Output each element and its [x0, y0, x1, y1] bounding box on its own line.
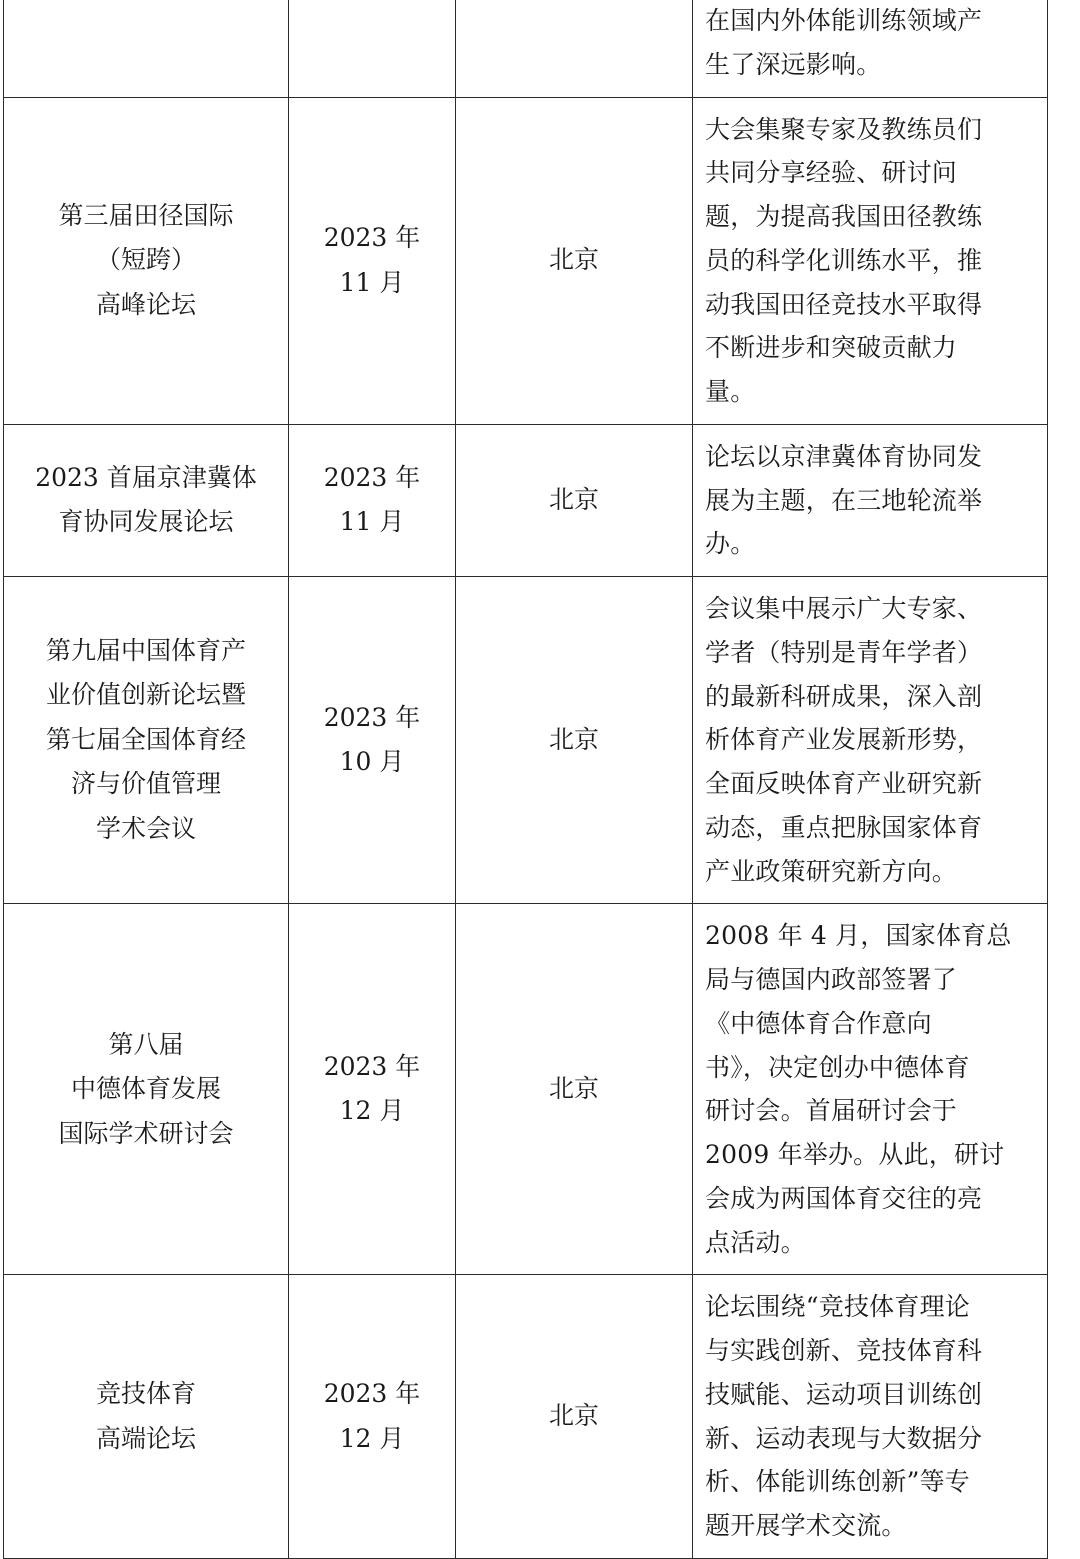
desc-line: 技赋能、运动项目训练创 [705, 1379, 983, 1409]
desc-line: 产业政策研究新方向。 [705, 856, 958, 886]
name-line: 高峰论坛 [95, 289, 196, 319]
desc-line: 大会集聚专家及教练员们 [705, 114, 983, 144]
desc-line: 论坛围绕“竞技体育理论 [705, 1292, 970, 1322]
name-line: 第八届 [108, 1029, 184, 1059]
cell-date [289, 577, 456, 904]
cell-description [693, 577, 1048, 904]
desc-line: 量。 [705, 377, 756, 406]
desc-line: 动我国田径竞技水平取得 [705, 289, 983, 319]
cell-conference-name [4, 97, 289, 424]
name-line: 育协同发展论坛 [58, 507, 234, 537]
cell-conference-name [4, 424, 289, 576]
table-row [4, 424, 1048, 576]
cell-conference-name [4, 1275, 289, 1559]
desc-line: 书》，决定创办中德体育 [705, 1052, 970, 1082]
desc-line: 析、体能训练创新”等专 [705, 1467, 970, 1497]
name-line: （短跨） [95, 245, 196, 275]
date-line: 2023 年 [323, 1379, 421, 1408]
cell-description [693, 424, 1048, 576]
cell-place [456, 0, 693, 97]
desc-line: 展为主题，在三地轮流举 [705, 485, 983, 515]
cell-description [693, 1275, 1048, 1559]
name-line: 第三届田径国际 [58, 200, 234, 230]
desc-line: 会成为两国体育交往的亮 [705, 1183, 983, 1213]
name-line: 国际学术研讨会 [58, 1118, 234, 1148]
date-line: 2023 年 [323, 462, 421, 492]
cell-date [289, 424, 456, 576]
date-line: 2023 年 [323, 702, 421, 732]
desc-line: 2008 年 4 月，国家体育总 [705, 921, 1012, 951]
table-row [4, 0, 1048, 97]
desc-line: 题开展学术交流。 [705, 1511, 907, 1540]
desc-line: 不断进步和突破贡献力 [705, 333, 958, 363]
name-line: 第九届中国体育产 [45, 635, 246, 665]
date-line: 11 月 [339, 267, 405, 297]
name-line: 2023 首届京津冀体 [35, 462, 257, 492]
desc-line: 新、运动表现与大数据分 [705, 1423, 983, 1453]
cell-description [693, 904, 1048, 1275]
name-line: 学术会议 [95, 813, 196, 843]
cell-date [289, 0, 456, 97]
cell-conference-name [4, 0, 289, 97]
desc-line: 局与德国内政部签署了 [705, 965, 958, 994]
place-label: 北京 [548, 1074, 599, 1103]
cell-place [456, 97, 693, 424]
desc-line: 题，为提高我国田径教练 [705, 202, 983, 231]
name-line: 竞技体育 [95, 1379, 196, 1408]
date-line: 12 月 [339, 1423, 405, 1453]
desc-line: 析体育产业发展新形势， [705, 725, 983, 755]
desc-line: 动态，重点把脉国家体育 [705, 812, 983, 842]
cell-description [693, 0, 1048, 97]
date-line: 2023 年 [323, 1051, 421, 1081]
table-row [4, 577, 1048, 904]
desc-line: 共同分享经验、研讨问 [705, 158, 958, 188]
table-row [4, 1275, 1048, 1559]
desc-line: 点活动。 [705, 1227, 806, 1257]
cell-description [693, 97, 1048, 424]
desc-line: 《中德体育合作意向 [705, 1008, 932, 1038]
cell-place [456, 1275, 693, 1559]
name-line: 高端论坛 [95, 1423, 196, 1453]
place-label: 北京 [548, 485, 599, 515]
date-line: 11 月 [339, 507, 405, 537]
cell-date [289, 97, 456, 424]
table-row [4, 904, 1048, 1275]
name-line: 第七届全国体育经 [45, 724, 246, 754]
desc-line: 生了深远影响。 [705, 49, 882, 79]
place-label: 北京 [548, 724, 599, 754]
desc-line: 全面反映体育产业研究新 [705, 769, 983, 798]
table-row [4, 97, 1048, 424]
table-body [4, 0, 1048, 1558]
cell-place [456, 577, 693, 904]
desc-line: 的最新科研成果，深入剖 [705, 681, 983, 711]
desc-line: 2009 年举办。从此，研讨 [705, 1140, 1005, 1169]
cell-place [456, 424, 693, 576]
desc-line: 员的科学化训练水平，推 [705, 245, 983, 275]
date-line: 2023 年 [323, 223, 421, 253]
name-line: 业价值创新论坛暨 [45, 680, 246, 710]
cell-place [456, 904, 693, 1275]
cell-conference-name [4, 904, 289, 1275]
cell-conference-name [4, 577, 289, 904]
desc-line: 与实践创新、竞技体育科 [705, 1336, 983, 1365]
desc-line: 办。 [705, 529, 756, 559]
desc-line: 在国内外体能训练领域产 [705, 6, 983, 35]
conference-table [3, 0, 1048, 1559]
desc-line: 研讨会。首届研讨会于 [705, 1096, 958, 1126]
desc-line: 论坛以京津冀体育协同发 [705, 441, 983, 471]
cell-date [289, 904, 456, 1275]
date-line: 10 月 [339, 747, 405, 777]
desc-line: 学者（特别是青年学者） [705, 637, 983, 667]
place-label: 北京 [548, 245, 599, 275]
name-line: 中德体育发展 [70, 1074, 221, 1103]
cell-date [289, 1275, 456, 1559]
name-line: 济与价值管理 [70, 769, 221, 799]
date-line: 12 月 [339, 1096, 405, 1126]
place-label: 北京 [548, 1401, 599, 1431]
desc-line: 会议集中展示广大专家、 [705, 594, 983, 623]
